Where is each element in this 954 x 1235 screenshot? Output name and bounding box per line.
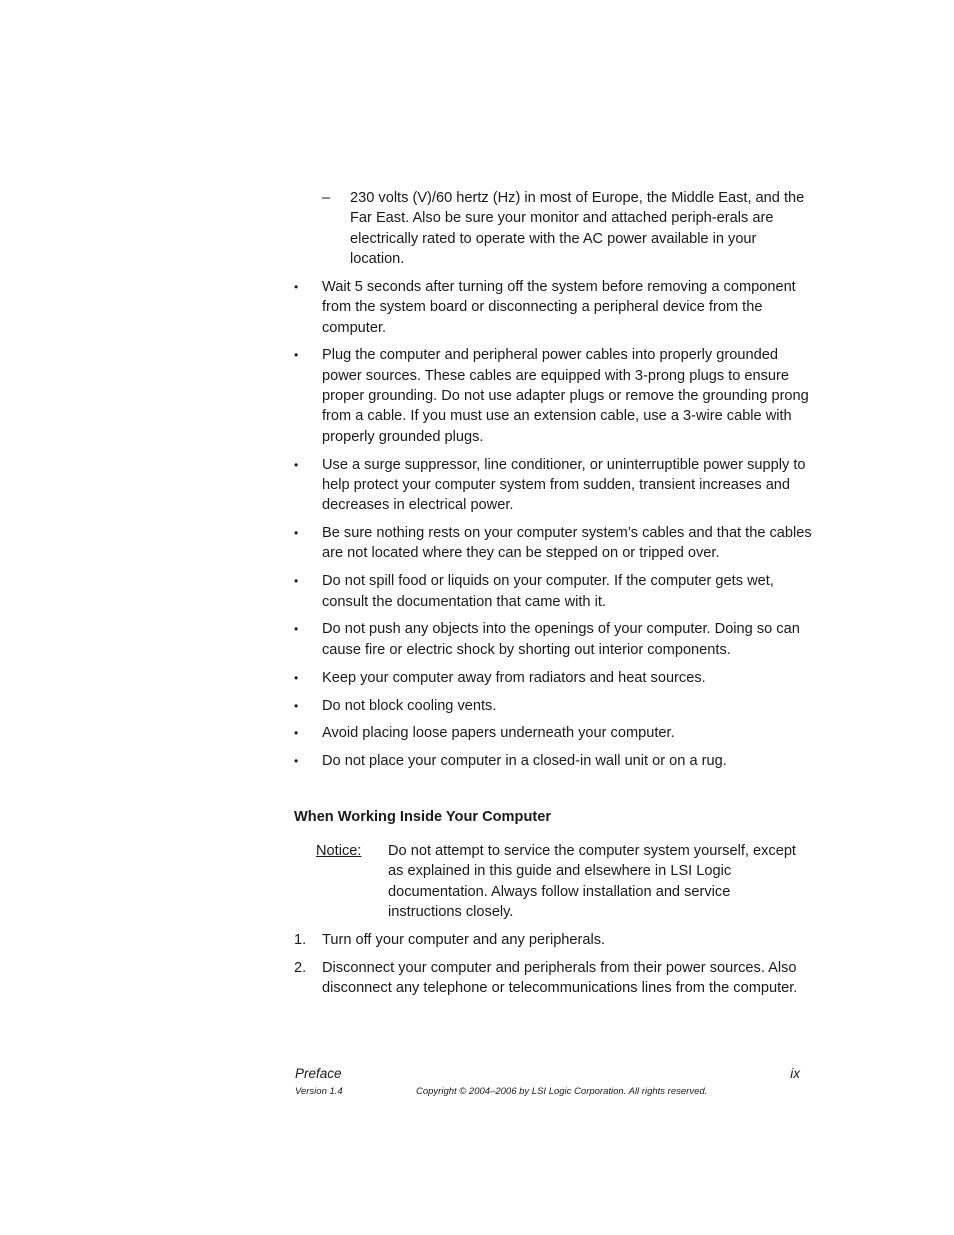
footer-page-number: ix — [790, 1066, 800, 1081]
bullet-marker: • — [294, 348, 299, 363]
list-item — [294, 571, 814, 612]
notice-label: Notice: — [316, 843, 362, 859]
list-item — [294, 523, 814, 564]
bullet-text: Avoid placing loose papers underneath your computer. — [322, 725, 675, 742]
section-heading: When Working Inside Your Computer — [294, 809, 552, 825]
bullet-text: Plug the computer and peripheral power cables into properly grounded power sources. These cables are equipped with 3-prong plugs to ensure proper grounding. Do not use adapter plugs or remove the grounding prong from a cable. If you must use an extension cable, use a 3-wire cable with properly grounded plugs. — [322, 347, 809, 445]
bullet-marker: • — [294, 670, 299, 685]
bullet-marker: • — [294, 754, 299, 769]
bullet-marker: • — [294, 280, 299, 294]
dash-list-item — [322, 188, 812, 269]
bullet-text: Use a surge suppressor, line conditioner, or uninterruptible power supply to help protect your computer system from sudden, transient increases and decreases in electrical power. — [322, 456, 806, 514]
bullet-text: Do not spill food or liquids on your computer. If the computer gets wet, consult the documentation that came with it. — [322, 573, 774, 610]
dash-item-text: 230 volts (V)/60 hertz (Hz) in most of Europe, the Middle East, and the Far East. Also be sure your monitor and attached periph-erals are electrically rated to operate with the AC power available in your location. — [350, 190, 805, 267]
step-number: 1. — [294, 932, 307, 948]
dash-marker: – — [322, 190, 331, 206]
list-item — [294, 723, 814, 743]
step-text: Disconnect your computer and peripherals from their power sources. Also disconnect any telephone or telecommunications lines from the computer. — [322, 959, 798, 997]
list-item — [294, 455, 814, 516]
footer-version: Version 1.4 — [295, 1086, 343, 1097]
notice-block — [316, 841, 816, 922]
safety-bullet-list — [294, 277, 814, 779]
bullet-text: Wait 5 seconds after turning off the system before removing a component from the system board or disconnecting a peripheral device from the computer. — [322, 279, 796, 336]
bullet-marker: • — [294, 574, 299, 589]
bullet-text: Do not push any objects into the openings of your computer. Doing so can cause fire or electric shock by shorting out interior components. — [322, 621, 800, 658]
bullet-marker: • — [294, 726, 299, 741]
bullet-marker: • — [294, 698, 299, 713]
list-item — [294, 668, 814, 688]
list-item — [294, 277, 814, 338]
bullet-text: Be sure nothing rests on your computer system’s cables and that the cables are not located where they can be stepped on or tripped over. — [322, 525, 812, 562]
notice-text: Do not attempt to service the computer system yourself, except as explained in this guide and elsewhere in LSI Logic documentation. Always follow installation and service instructions closely. — [388, 843, 796, 920]
list-item — [294, 930, 814, 950]
footer-section-title: Preface — [295, 1066, 342, 1081]
list-item — [294, 619, 814, 660]
bullet-marker: • — [294, 622, 299, 637]
bullet-marker: • — [294, 526, 299, 541]
list-item — [294, 696, 814, 716]
list-item — [294, 958, 814, 999]
step-text: Turn off your computer and any peripherals. — [322, 932, 606, 948]
procedure-steps — [294, 930, 814, 1006]
bullet-marker: • — [294, 457, 299, 472]
footer-copyright: Copyright © 2004–2006 by LSI Logic Corporation. All rights reserved. — [416, 1086, 708, 1097]
list-item — [294, 751, 814, 771]
list-item — [294, 345, 814, 446]
step-number: 2. — [294, 959, 307, 976]
bullet-text: Do not place your computer in a closed-in wall unit or on a rug. — [322, 753, 727, 770]
bullet-text: Do not block cooling vents. — [322, 697, 497, 714]
bullet-text: Keep your computer away from radiators and heat sources. — [322, 669, 706, 686]
